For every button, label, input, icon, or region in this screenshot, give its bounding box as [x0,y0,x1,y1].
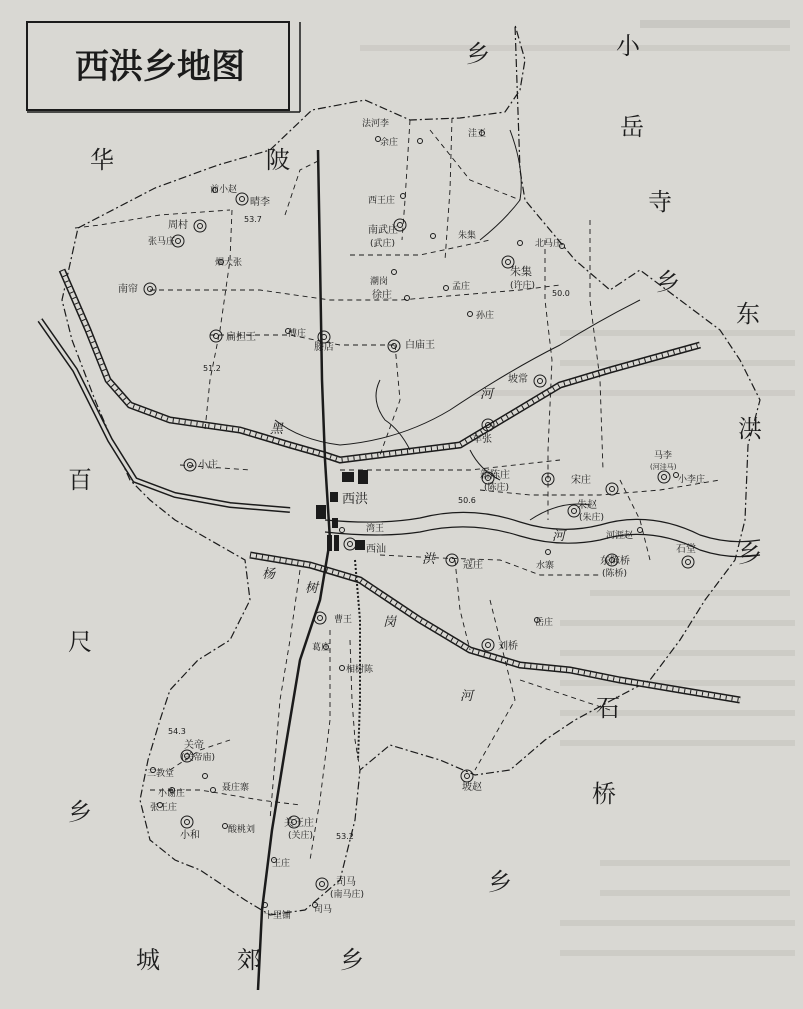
svg-text:司马: 司马 [314,905,333,915]
svg-text:前小赵: 前小赵 [210,185,238,195]
svg-text:余庄: 余庄 [380,138,399,148]
svg-text:53.7: 53.7 [244,215,262,224]
svg-text:西洪: 西洪 [342,492,369,507]
svg-text:洪: 洪 [738,415,762,443]
svg-text:百: 百 [68,466,92,494]
svg-text:刘桥: 刘桥 [498,641,518,652]
svg-text:宋庄: 宋庄 [571,475,591,486]
svg-text:酸桃刘: 酸桃刘 [228,825,256,835]
svg-text:岳庄: 岳庄 [535,618,554,628]
svg-text:张王庄: 张王庄 [150,803,178,813]
svg-text:滕店: 滕店 [314,342,334,353]
svg-text:扁担王: 扁担王 [226,332,256,343]
svg-text:法河李: 法河李 [362,119,390,129]
svg-text:马李: 马李 [654,451,673,461]
svg-text:53.2: 53.2 [336,832,354,841]
svg-text:司马: 司马 [336,877,356,888]
svg-text:寇庄: 寇庄 [463,560,483,571]
svg-text:聂庄寨: 聂庄寨 [222,783,250,793]
svg-text:洪: 洪 [422,552,436,567]
svg-text:郊: 郊 [237,946,261,974]
svg-text:石堂: 石堂 [676,544,696,555]
svg-text:徐庄: 徐庄 [372,290,392,301]
svg-text:孟庄: 孟庄 [452,282,471,292]
svg-text:关帝: 关帝 [184,740,204,751]
svg-text:(关庄): (关庄) [288,831,314,841]
svg-text:51.2: 51.2 [203,364,221,373]
svg-text:晴李: 晴李 [250,197,270,208]
svg-text:潮岗: 潮岗 [370,277,389,287]
svg-text:杨: 杨 [262,567,276,582]
svg-text:54.3: 54.3 [168,727,186,736]
svg-text:乡: 乡 [340,946,364,974]
svg-text:相树陈: 相树陈 [346,665,374,675]
svg-text:孙庄: 孙庄 [476,311,495,321]
svg-text:树: 树 [305,581,319,596]
svg-text:西汕: 西汕 [366,544,386,555]
svg-text:关王庄: 关王庄 [284,818,314,829]
svg-text:乡: 乡 [488,868,512,896]
svg-text:烟大张: 烟大张 [215,258,243,268]
svg-text:(许庄): (许庄) [510,281,536,291]
svg-text:坡赵: 坡赵 [462,782,482,793]
svg-text:尺: 尺 [68,628,92,656]
svg-text:小李庄: 小李庄 [678,475,706,485]
svg-text:朱赵: 朱赵 [577,500,597,511]
svg-text:陂: 陂 [266,146,290,174]
svg-text:河涯赵: 河涯赵 [606,531,634,541]
svg-text:三教堂: 三教堂 [147,769,175,779]
svg-text:黑: 黑 [270,422,284,437]
svg-text:南帘: 南帘 [118,284,138,295]
svg-text:桥: 桥 [592,780,616,808]
svg-text:(关帝庙): (关帝庙) [181,753,216,763]
svg-text:城: 城 [136,946,160,974]
svg-text:(陈庄): (陈庄) [484,483,510,493]
svg-text:小和: 小和 [180,830,200,841]
svg-text:小谢庄: 小谢庄 [158,789,186,799]
svg-text:周村: 周村 [168,220,188,231]
svg-text:岳: 岳 [620,113,644,141]
svg-text:(武庄): (武庄) [370,239,396,249]
svg-text:南武庄: 南武庄 [368,225,398,236]
svg-text:朱集: 朱集 [510,265,532,278]
svg-text:王庄: 王庄 [272,859,291,869]
svg-text:(朱庄): (朱庄) [579,513,605,523]
svg-text:东: 东 [736,300,760,328]
svg-text:车张: 车张 [472,434,492,445]
svg-text:傅庄: 傅庄 [288,329,307,339]
svg-text:洼王: 洼王 [468,129,487,139]
svg-text:岗: 岗 [383,615,397,630]
svg-text:(河洼马): (河洼马) [650,463,677,471]
svg-text:河: 河 [552,529,566,544]
svg-text:乡: 乡 [656,268,680,296]
svg-text:新陈庄: 新陈庄 [480,470,510,481]
svg-text:湾王: 湾王 [366,524,385,534]
svg-text:小庄: 小庄 [198,460,218,471]
svg-text:东陈桥: 东陈桥 [600,556,630,567]
svg-text:(南马庄): (南马庄) [330,890,365,900]
svg-text:朱集: 朱集 [458,231,477,241]
svg-text:西王庄: 西王庄 [368,196,396,206]
svg-text:张马庄: 张马庄 [148,237,176,247]
svg-text:50.0: 50.0 [552,289,570,298]
svg-text:50.6: 50.6 [458,496,476,505]
svg-text:白庙王: 白庙王 [405,340,435,351]
svg-text:华: 华 [90,146,114,174]
svg-text:寺: 寺 [648,188,672,216]
svg-text:十里铺: 十里铺 [264,911,292,921]
svg-text:乡: 乡 [738,540,762,568]
svg-text:河: 河 [460,689,474,704]
svg-text:乡: 乡 [466,40,490,68]
svg-text:乡: 乡 [68,798,92,826]
svg-text:小: 小 [616,32,640,60]
svg-text:曹王: 曹王 [334,615,353,625]
svg-text:坡常: 坡常 [508,374,528,385]
svg-text:北马庄: 北马庄 [535,239,563,249]
svg-text:河: 河 [480,387,494,402]
map-title: 西洪乡地图 [75,47,245,87]
svg-text:石: 石 [596,694,620,722]
svg-text:葛庄: 葛庄 [312,643,331,653]
svg-text:(陈桥): (陈桥) [602,569,628,579]
svg-text:水寨: 水寨 [536,561,555,571]
